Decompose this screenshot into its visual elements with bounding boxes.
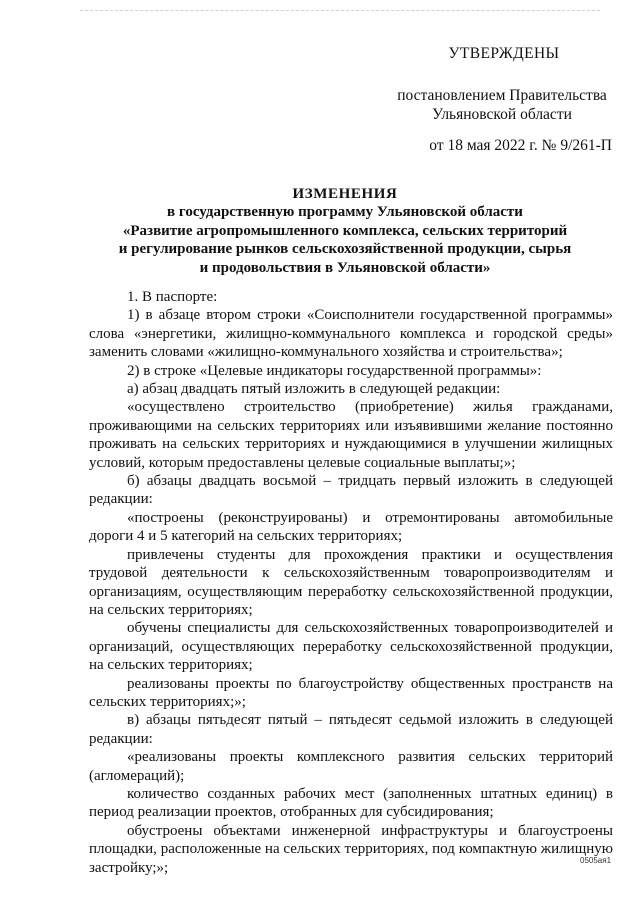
paragraph: «построены (реконструированы) и отремонтированы автомобильные дороги 4 и 5 категорий на сельских территориях; <box>89 509 613 545</box>
title-line: «Развитие агропромышленного комплекса, сельских территорий <box>122 222 568 239</box>
document-code: 0505ая1 <box>580 856 612 865</box>
title-heading: ИЗМЕНЕНИЯ <box>292 186 398 202</box>
paragraph: б) абзацы двадцать восьмой – тридцать первый изложить в следующей редакции: <box>89 473 613 508</box>
paragraph: а) абзац двадцать пятый изложить в следующей редакции: <box>127 381 501 398</box>
title-line: и продовольствия в Ульяновской области» <box>199 259 491 276</box>
title-line: в государственную программу Ульяновской области <box>167 204 523 221</box>
resolution-date: от 18 мая 2022 г. № 9/261-П <box>429 137 612 154</box>
document-body <box>89 288 613 877</box>
paragraph: привлечены студенты для прохождения практики и осуществления трудовой деятельности к сельскохозяйственным товаропроизводителям и организациям, осуществляющим переработку сельскохозяйственной продукции, на сельских территориях; <box>89 546 613 618</box>
paragraph: 1. В паспорте: <box>127 289 218 305</box>
paragraph: обучены специалисты для сельскохозяйственных товаропроизводителей и организаций, осуществляющих переработку сельскохозяйственной продукции, на сельских территориях; <box>89 620 613 674</box>
resolution-line: Ульяновской области <box>432 106 572 123</box>
paragraph: «осуществлено строительство (приобретение) жилья гражданами, проживающими на сельских территориях или изъявившими желание постоянно проживать на сельских территориях и нуждающимися в улучшении жилищных условий, которым предоставлены целевые социальные выплаты;»; <box>89 399 613 471</box>
approved-stamp: УТВЕРЖДЕНЫ <box>448 45 560 62</box>
title-line: и регулирование рынков сельскохозяйственной продукции, сырья <box>118 241 572 258</box>
resolution-reference <box>392 86 612 124</box>
paragraph: в) абзацы пятьдесят пятый – пятьдесят седьмой изложить в следующей редакции: <box>89 712 613 747</box>
paragraph: 2) в строке «Целевые индикаторы государственной программы»: <box>127 362 542 379</box>
paragraph: 1) в абзаце втором строки «Соисполнители государственной программы» слова «энергетики, жилищно-коммунального комплекса и городской среды» заменить словами «жилищно-коммунального хозяйства и строительства»; <box>89 307 613 361</box>
paragraph: «реализованы проекты комплексного развития сельских территорий (агломераций); <box>89 749 613 784</box>
resolution-line: постановлением Правительства <box>397 87 607 104</box>
paragraph: реализованы проекты по благоустройству общественных пространств на сельских территориях;»; <box>89 675 613 710</box>
paragraph: количество созданных рабочих мест (заполненных штатных единиц) в период реализации проектов, отобранных для субсидирования; <box>89 785 613 821</box>
document-title <box>90 185 600 277</box>
paragraph: обустроены объектами инженерной инфраструктуры и благоустроены площадки, расположенные на сельских территориях, под компактную жилищную застройку;»; <box>89 822 613 876</box>
scan-edge-line <box>80 10 600 11</box>
